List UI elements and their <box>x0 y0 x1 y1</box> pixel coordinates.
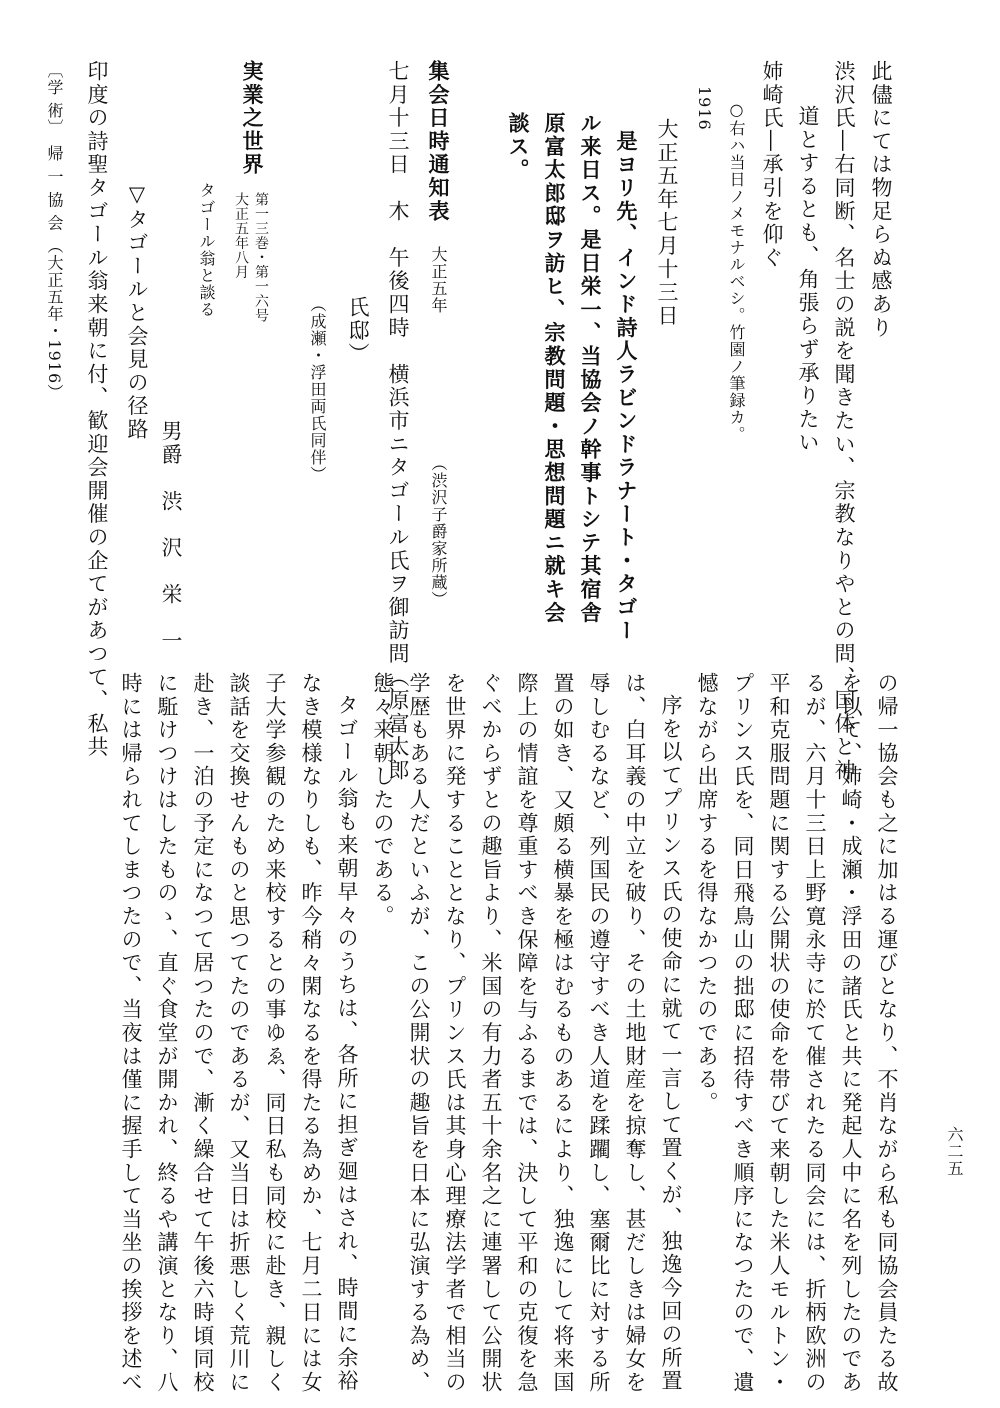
source-1-line-1: 七月十三日 木 午後四時 横浜市ニタゴール氏ヲ御訪問（原富太郎 <box>386 60 410 783</box>
body-line-14: 学歴もある人だといふが、この公開状の趣旨を日本に弘演する為め、 <box>407 672 431 1395</box>
body-line-8: は、白耳義の中立を破り、その土地財産を掠奪し、甚だしきは婦女を <box>623 672 647 1395</box>
source-1-title: 集会日時通知表 <box>426 60 451 224</box>
body-line-4: 平和克服問題に関する公開状の使命を帯びて来朝した米人モルトン・ <box>767 672 791 1395</box>
body-line-21: に駈けつけはしたものゝ、直ぐ食堂が開かれ、終るや講演となり、八 <box>155 672 179 1395</box>
source-2-volume: 第一三巻・第一六号 <box>253 192 269 323</box>
body-line-1: の帰一協会も之に加はる運びとなり、不肖ながら私も同協会員たる故 <box>875 672 899 1395</box>
body-line-22: 時には帰られてしまつたので、当夜は僅に握手して当坐の挨拶を述べ <box>119 672 143 1395</box>
body-line-11: 際上の情誼を尊重すべき保障を与ふるまでは、決して平和の克復を急 <box>515 672 539 1395</box>
summary-line-1: 是ヨリ先、インド詩人ラビンドラナート・タゴー <box>614 130 639 643</box>
body-line-9: 辱しむるなど、列国民の遵守すべき人道を蹂躙し、塞爾比に対する所 <box>587 672 611 1395</box>
body-line-16: タゴール翁も来朝早々のうちは、各所に担ぎ廻はされ、時間に余裕 <box>335 694 359 1393</box>
body-line-5: プリンス氏を、同日飛鳥山の拙邸に招待すべき順序になつたので、遺 <box>731 672 755 1395</box>
upper-line-1: 此儘にては物足らぬ感あり <box>869 60 893 340</box>
body-line-7: 序を以てプリンス氏の使命に就て一言して置くが、独逸今回の所置 <box>659 694 683 1393</box>
upper-line-4: 姉崎氏―承引を仰ぐ <box>760 60 784 270</box>
date-heading: 大正五年七月十三日 <box>655 118 679 328</box>
body-line-19: 談話を交換せんものと思つてたのであるが、又当日は折悪しく荒川に <box>227 672 251 1395</box>
body-line-18: 子大学参観のため来校するとの事ゆゑ、同日私も同校に赴き、親しく <box>263 672 287 1395</box>
source-1-line-2: 氏邸） <box>346 296 370 366</box>
upper-note: ○右ハ当日ノメモナルベシ。竹園ノ筆録カ。 <box>727 100 746 443</box>
body-line-20: 赴き、一泊の予定になつて居つたので、漸く繰合せて午後六時頃同校 <box>191 672 215 1395</box>
year-label: 1916 <box>695 86 714 131</box>
source-1-era: 大正五年 <box>429 246 448 314</box>
source-2-date: 大正五年八月 <box>233 192 249 279</box>
summary-line-3: 原富太郎邸ヲ訪ヒ、宗教問題・思想問題ニ就キ会 <box>542 112 567 625</box>
source-2-title: 実業之世界 <box>240 60 265 177</box>
body-line-3: るが、六月十三日上野寛永寺に於て催されたる同会には、折柄欧洲の <box>803 672 827 1395</box>
upper-line-2: 渋沢氏―右同断、名士の説を聞きたい、宗教なりやとの問、国体と神 <box>832 60 856 783</box>
running-footer: 〔学 術〕 帰 一 協 会 （大正五年・1916） <box>45 62 64 402</box>
body-line-6: 憾ながら出席するを得なかつたのである。 <box>695 672 719 1115</box>
body-line-2: を以て、姉崎・成瀬・浮田の諸氏と共に発起人中に名を列したのであ <box>839 672 863 1395</box>
article-line-1: 印度の詩聖タゴール翁来朝に付、歓迎会開催の企てがあつて、私共 <box>85 60 109 759</box>
body-line-12: ぐべからずとの趣旨より、米国の有力者五十余名之に連署して公開状 <box>479 672 503 1395</box>
source-1-holder: （渋沢子爵家所蔵） <box>429 455 448 608</box>
body-line-15: 態々来朝したのである。 <box>371 672 395 929</box>
body-line-17: なき模様なりしも、昨今稍々閑なるを得たる為めか、七月二日には女 <box>299 672 323 1395</box>
body-line-10: 置の如き、又頗る横暴を極はむるものあるにより、独逸にして将来国 <box>551 672 575 1395</box>
body-line-13: を世界に発することとなり、プリンス氏は其身心理療法学者で相当の <box>443 672 467 1395</box>
summary-line-4: 談ス。 <box>506 112 531 182</box>
article-title: タゴール翁と談る <box>197 182 216 318</box>
upper-line-3: 道とするとも、角張らず承りたい <box>796 105 820 455</box>
article-subheading: ▽タゴールと会見の径路 <box>125 182 149 442</box>
source-1-line-3: （成瀬・浮田両氏同伴） <box>308 296 327 483</box>
summary-line-2: ル来日ス。是日栄一、当協会ノ幹事トシテ其宿舎 <box>578 112 603 625</box>
page-number: 六二五 <box>945 1126 964 1177</box>
article-author: 男爵 渋 沢 栄 一 <box>159 420 183 653</box>
